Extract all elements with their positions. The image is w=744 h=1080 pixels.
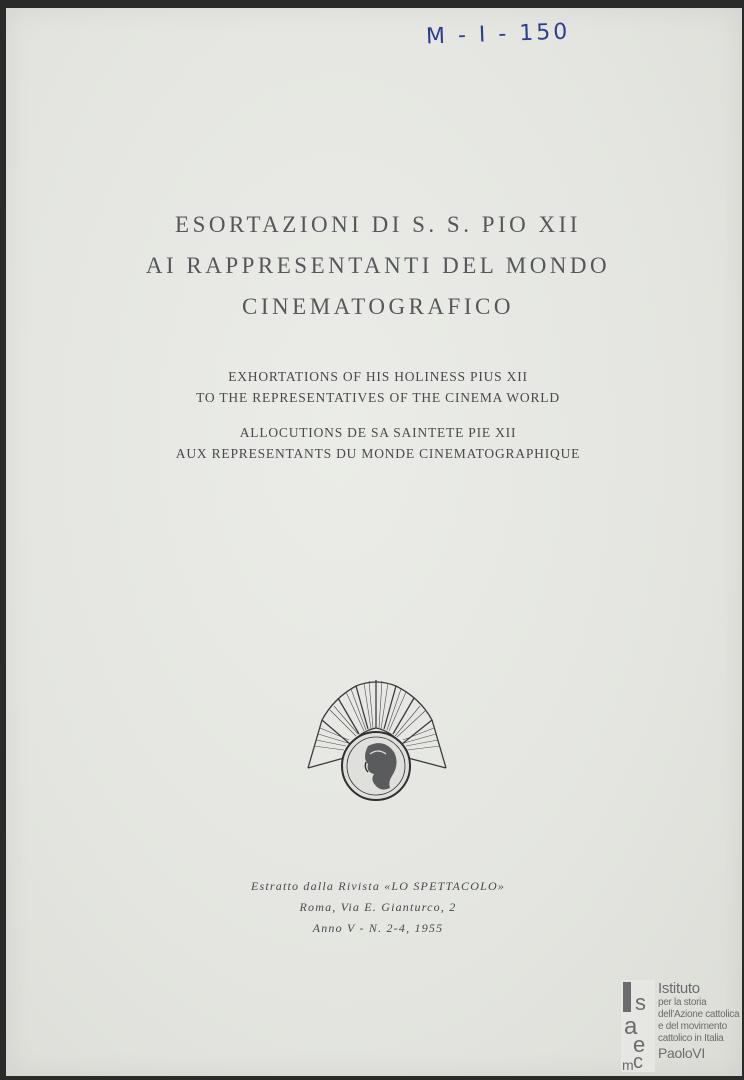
imprint-line-3: Anno V - N. 2-4, 1955	[312, 921, 444, 935]
imprint-line-1: Estratto dalla Rivista «LO SPETTACOLO»	[250, 879, 506, 893]
english-line-1: EXHORTATIONS OF HIS HOLINESS PIUS XII	[228, 369, 528, 384]
imprint	[6, 876, 744, 939]
institute-line-1: per la storia	[658, 997, 707, 1008]
institute-paolo: PaoloVI	[658, 1045, 705, 1061]
document-page	[6, 8, 742, 1076]
svg-text:s: s	[635, 990, 646, 1015]
theatre-sunburst-head-emblem-icon	[304, 676, 448, 802]
handwritten-reference: M - I - 150	[425, 19, 571, 50]
svg-text:m: m	[622, 1057, 634, 1072]
title-line-2: AI RAPPRESENTANTI DEL MONDO	[145, 253, 611, 278]
isacem-logo	[621, 980, 744, 1072]
english-line-2: TO THE REPRESENTATIVES OF THE CINEMA WORLD	[196, 390, 560, 405]
svg-text:c: c	[633, 1051, 643, 1072]
title-line-3: CINEMATOGRAFICO	[242, 294, 514, 319]
institute-line-4: cattolico in Italia	[658, 1033, 724, 1044]
french-subtitle	[6, 422, 744, 464]
svg-text:e: e	[633, 1032, 646, 1057]
title-line-1: ESORTAZIONI DI S. S. PIO XII	[175, 212, 581, 237]
italian-title	[6, 204, 744, 327]
french-line-1: ALLOCUTIONS DE SA SAINTETE PIE XII	[239, 425, 517, 440]
english-subtitle	[6, 366, 744, 408]
institute-line-2: dell'Azione cattolica	[658, 1009, 740, 1020]
imprint-line-2: Roma, Via E. Gianturco, 2	[299, 900, 457, 914]
institute-line-3: e del movimento	[658, 1021, 727, 1032]
svg-text:a: a	[624, 1013, 638, 1040]
isacem-logo-mark-icon	[621, 980, 655, 1072]
institute-name: Istituto	[658, 980, 700, 997]
french-line-2: AUX REPRESENTANTS DU MONDE CINEMATOGRAPHIQUE	[175, 446, 581, 461]
